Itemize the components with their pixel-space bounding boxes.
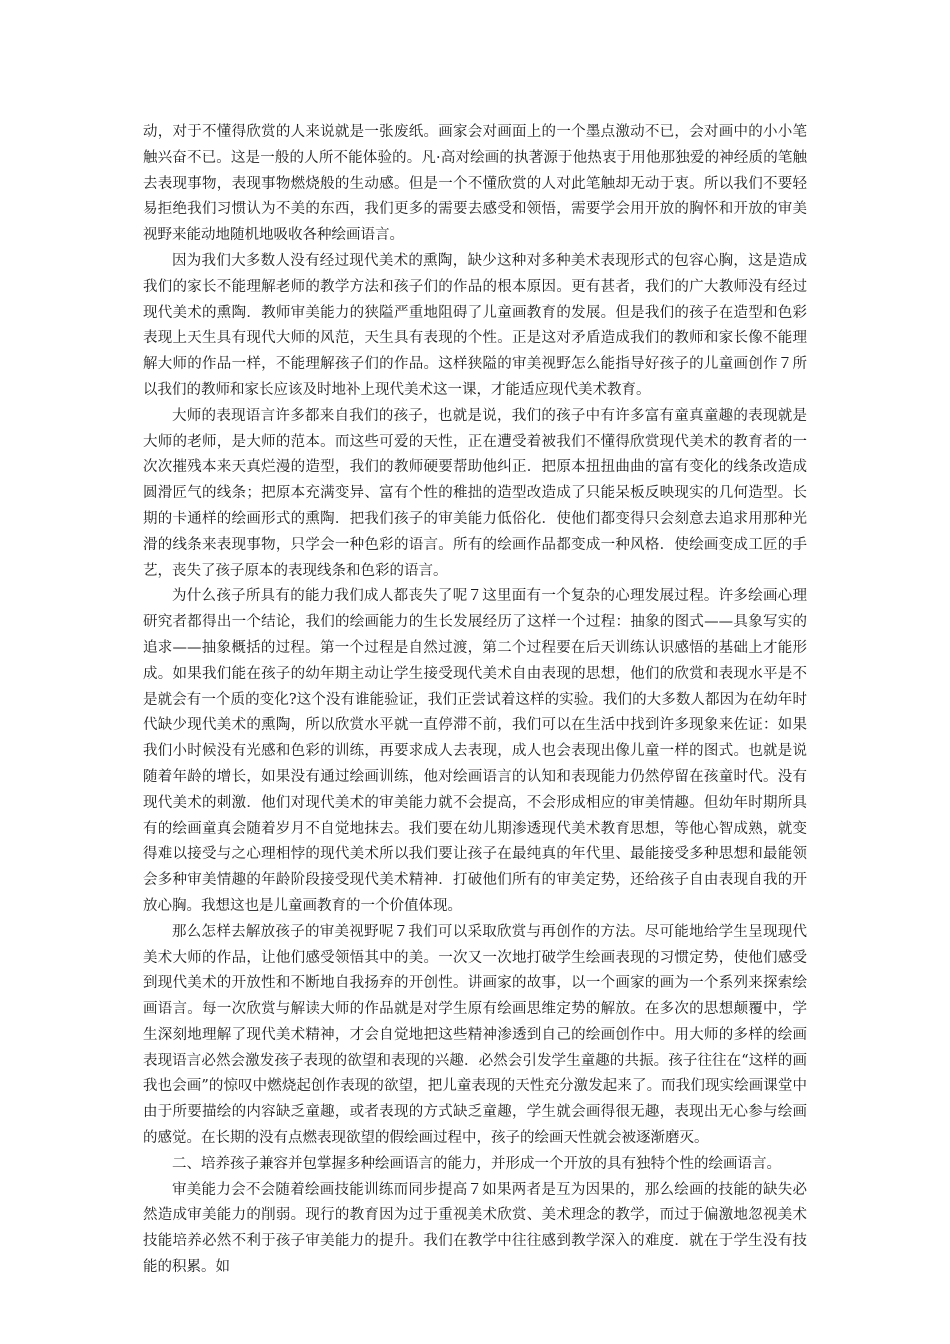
paragraph-4: 为什么孩子所具有的能力我们成人都丧失了呢７这里面有一个复杂的心理发展过程。许多绘画心理研究者都得出一个结论，我们的绘画能力的生长发展经历了这样一个过程：抽象的图式——具象写实的追求——抽象概括的过程。第一个过程是自然过渡，第二个过程要在后天训练认识感悟的基础上才能形成。如果我们能在孩子的幼年期主动让学生接受现代美术自由表现的思想，他们的欣赏和表现水平是不是就会有一个质的变化?这个没有谁能验证，我们正尝试着这样的实验。我们的大多数人都因为在幼年时代缺少现代美术的熏陶，所以欣赏水平就一直停滞不前，我们可以在生活中找到许多现象来佐证：如果我们小时候没有光感和色彩的训练，再要求成人去表现，成人也会表现出像儿童一样的图式。也就是说随着年龄的增长，如果没有通过绘画训练，他对绘画语言的认知和表现能力仍然停留在孩童时代。没有现代美术的刺激．他们对现代美术的审美能力就不会提高，不会形成相应的审美情趣。但幼年时期所具有的绘画童真会随着岁月不自觉地抹去。我们要在幼儿期渗透现代美术教育思想，等他心智成熟，就变得难以接受与之心理相悖的现代美术所以我们要让孩子在最纯真的年代里、最能接受多种思想和最能领会多种审美情趣的年龄阶段接受现代美术精神．打破他们所有的审美定势，还给孩子自由表现自我的开放心胸。我想这也是儿童画教育的一个价值体现。	[143, 588, 807, 914]
paragraph-1-continuation: 动，对于不懂得欣赏的人来说就是一张废纸。画家会对画面上的一个墨点激动不已，会对画中的小小笔触兴奋不已。这是一般的人所不能体验的。凡·高对绘画的执著源于他热衷于用他那独爱的神经质的笔触去表现事物，表现事物燃烧般的生动感。但是一个不懂欣赏的人对此笔触却无动于衷。所以我们不要轻易拒绝我们习惯认为不美的东西，我们更多的需要去感受和领悟，需要学会用开放的胸怀和开放的审美视野来能动地随机地吸收各种绘画语言。	[143, 124, 807, 244]
paragraph-2: 因为我们大多数人没有经过现代美术的熏陶，缺少这种对多种美术表现形式的包容心胸，这是造成我们的家长不能理解老师的教学方法和孩子们的作品的根本原因。更有甚者，我们的广大教师没有经过现代美术的熏陶．教师审美能力的狭隘严重地阻碍了儿童画教育的发展。但是我们的孩子在造型和色彩表现上天生具有现代大师的风范，天生具有表现的个性。正是这对矛盾造成我们的教师和家长像不能理解大师的作品一样，不能理解孩子们的作品。这样狭隘的审美视野怎么能指导好孩子的儿童画创作７所以我们的教师和家长应该及时地补上现代美术这一课，才能适应现代美术教育。	[143, 252, 807, 398]
paragraph-3: 大师的表现语言许多都来自我们的孩子，也就是说，我们的孩子中有许多富有童真童趣的表现就是大师的老师，是大师的范本。而这些可爱的天性，正在遭受着被我们不懂得欣赏现代美术的教育者的一次次摧残本来天真烂漫的造型，我们的教师硬要帮助他纠正．把原本扭扭曲曲的富有变化的线条改造成圆滑匠气的线条；把原本充满变异、富有个性的稚拙的造型改造成了只能呆板反映现实的几何造型。长期的卡通样的绘画形式的熏陶．把我们孩子的审美能力低俗化．使他们都变得只会刻意去追求用那种光滑的线条来表现事物，只学会一种色彩的语言。所有的绘画作品都变成一种风格．使绘画变成工匠的手艺，丧失了孩子原本的表现线条和色彩的语言。	[143, 407, 807, 579]
section-heading-2: 二、培养孩子兼容并包掌握多种绘画语言的能力，并形成一个开放的具有独特个性的绘画语言。	[172, 1155, 781, 1172]
paragraph-5: 那么怎样去解放孩子的审美视野呢７我们可以采取欣赏与再创作的方法。尽可能地给学生呈现现代美术大师的作品，让他们感受领悟其中的美。一次又一次地打破学生绘画表现的习惯定势，使他们感受到现代美术的开放性和不断地自我扬弃的开创性。讲画家的故事，以一个画家的画为一个系列来探索绘画语言。每一次欣赏与解读大师的作品就是对学生原有绘画思维定势的解放。在多次的思想颠覆中，学生深刻地理解了现代美术精神，才会自觉地把这些精神渗透到自己的绘画创作中。用大师的多样的绘画表现语言必然会激发孩子表现的欲望和表现的兴趣．必然会引发学生童趣的共振。孩子往往在“这样的画我也会画”的惊叹中燃烧起创作表现的欲望，把儿童表现的天性充分激发起来了。而我们现实绘画课堂中由于所要描绘的内容缺乏童趣，或者表现的方式缺乏童趣，学生就会画得很无趣，表现出无心参与绘画的感觉。在长期的没有点燃表现欲望的假绘画过程中，孩子的绘画天性就会被逐渐磨灭。	[143, 923, 807, 1147]
document-body	[143, 120, 807, 1281]
paragraph-7: 审美能力会不会随着绘画技能训练而同步提高７如果两者是互为因果的，那么绘画的技能的缺失必然造成审美能力的削弱。现行的教育因为过于重视美术欣赏、美术理念的教学，而过于偏激地忽视美术技能培养必然不利于孩子审美能力的提升。我们在教学中往往感到教学深入的难度．就在于学生没有技能的积累。如	[143, 1181, 807, 1276]
